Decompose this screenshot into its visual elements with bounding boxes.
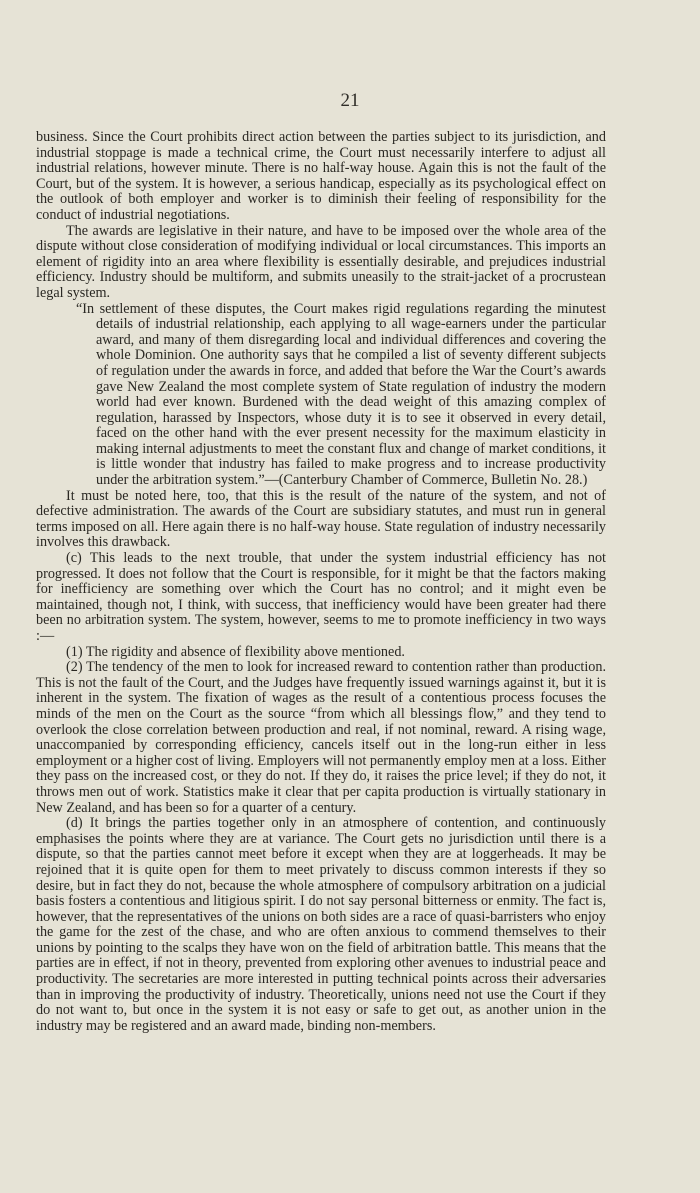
list-item: (1) The rigidity and absence of flexibility above mentioned. — [66, 643, 405, 660]
block-quote: “In settlement of these disputes, the Court makes rigid regulations regarding the minutest details of industrial relationship, each applying to all wage-earners under the particular award, and many of them disregarding local and individual differences and covering the whole Dominion. One authority says that he compiled a list of seventy different subjects of regulation under the awards in force, and added that before the War the Court’s awards gave New Zealand the most complete system of State regulation of industry the modern world had ever known. Burdened with the dead weight of this amazing complex of regulation, harassed by Inspectors, whose duty it is to see it observed in every detail, faced on the other hand with the ever present necessity for the maximum elasticity in making internal adjustments to meet the constant flux and change of market conditions, it is little wonder that industry has failed to make progress and to increase productivity under the arbitration system.”—(Canterbury Chamber of Commerce, Bulletin No. 28.) — [76, 300, 606, 489]
paragraph: It must be noted here, too, that this is the result of the nature of the system, and not of defective administration. The awards of the Court are subsidiary statutes, and must run in general terms imposed on all. Here again there is no half-way house. State regulation of industry necessarily involves this drawback. — [36, 487, 606, 551]
body-text — [36, 130, 606, 1034]
list-item: (2) The tendency of the men to look for increased reward to contention rather than production. This is not the fault of the Court, and the Judges have frequently issued warnings against it, but it is inherent in the system. The fixation of wages as the result of a contentious process focuses the minds of the men on the Court as the source “from which all blessings flow,” and they tend to overlook the close correlation between production and real, if not nominal, reward. A rising wage, unaccompanied by corresponding efficiency, cancels itself out in the long-run either in less employment or a higher cost of living. Employers will not permanently employ men at a loss. Either they pass on the increased cost, or they do not. If they do, it raises the price level; if they do not, it throws men out of work. Statistics make it clear that per capita production is virtually stationary in New Zealand, and has been so for a quarter of a century. — [36, 659, 606, 816]
page-number: 21 — [340, 90, 360, 111]
paragraph: The awards are legislative in their nature, and have to be imposed over the whole area of the dispute without close consideration of modifying individual or local circumstances. This imports an element of rigidity into an area where flexibility is essentially desirable, and prejudices industrial efficiency. Industry should be multiform, and submits uneasily to the strait-jacket of a procrustean legal system. — [36, 222, 606, 301]
paragraph: business. Since the Court prohibits direct action between the parties subject to its jurisdiction, and industrial stoppage is made a technical crime, the Court must necessarily interfere to adjust all industrial relations, however minute. There is no half-way house. Again this is not the fault of the Court, but of the system. It is however, a serious handicap, especially as its psychological effect on the outlook of both employer and worker is to diminish their feeling of responsibility for the conduct of industrial negotiations. — [36, 129, 606, 223]
paragraph: (c) This leads to the next trouble, that under the system industrial efficiency has not progressed. It does not follow that the Court is responsible, for it might be that the factors making for inefficiency are something over which the Court has no control; and it might even be maintained, though not, I think, with success, that inefficiency would have been greater had there been no arbitration system. The system, however, seems to me to promote inefficiency in two ways :— — [36, 550, 606, 644]
paragraph: (d) It brings the parties together only in an atmosphere of contention, and continuously emphasises the points where they are at variance. The Court gets no jurisdiction until there is a dispute, so that the parties cannot meet before it except when they are at loggerheads. It may be rejoined that it is quite open for them to meet privately to discuss common interests if they so desire, but in fact they do not, because the whole atmosphere of compulsory arbitration on a judicial basis fosters a contentious and litigious spirit. I do not say personal bitterness or enmity. The fact is, however, that the representatives of the unions on both sides are a race of quasi-barristers who enjoy the game for the zest of the chase, and who are often anxious to commend themselves to their unions by pointing to the scalps they have won on the field of arbitration battle. This means that the parties are in effect, if not in theory, prevented from exploring other avenues to industrial peace and productivity. The secretaries are more interested in putting technical points across their adversaries than in improving the productivity of industry. Theoretically, unions need not use the Court if they do not want to, but once in the system it is not easy or safe to get out, as another union in the industry may be registered and an award made, binding non-members. — [36, 815, 606, 1034]
